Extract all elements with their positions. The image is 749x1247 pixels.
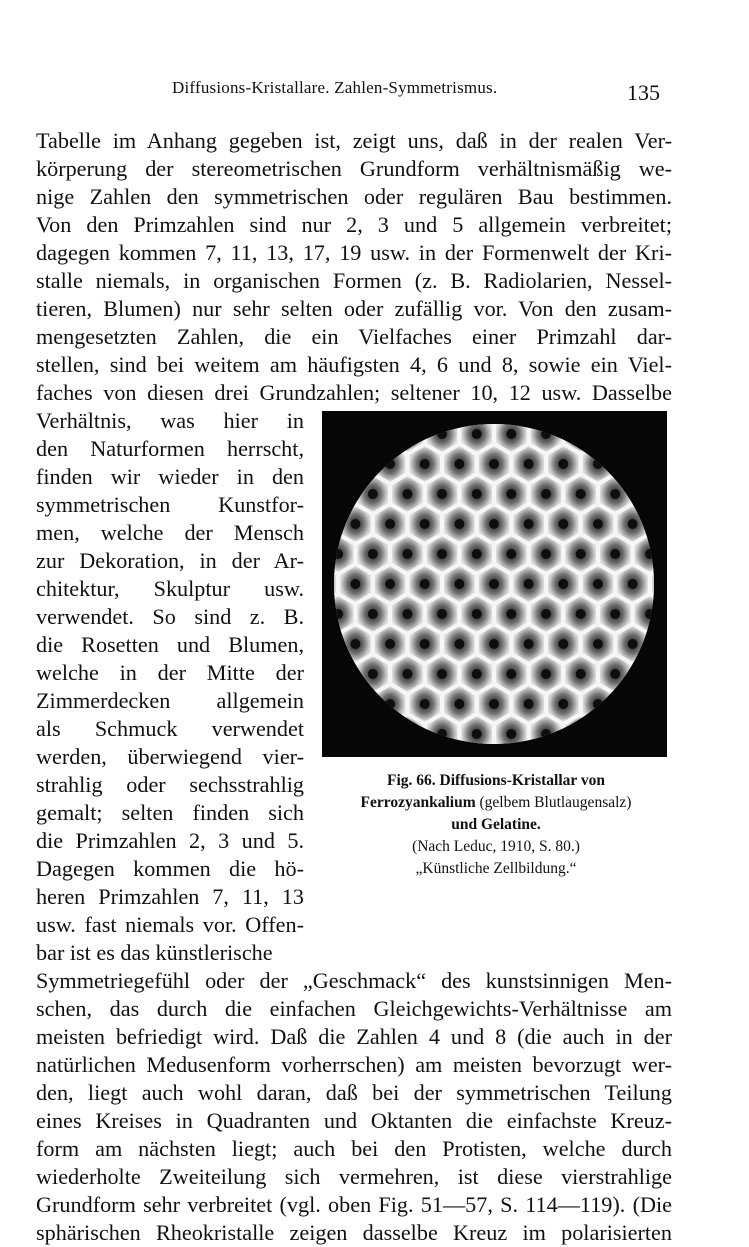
cell-nucleus — [368, 489, 378, 499]
cell-nucleus — [628, 639, 638, 649]
text-line: die Rosetten und Blumen, — [36, 632, 304, 657]
cell-nucleus — [385, 639, 395, 649]
text-line: den Naturformen herrscht, — [36, 436, 304, 461]
text-line: Symmetriegefühl oder der „Geschmack“ des kunstsinnigen Men- — [36, 968, 672, 993]
caption-source: (Nach Leduc, 1910, S. 80.) — [412, 838, 580, 855]
cell-nucleus — [368, 609, 378, 619]
cell-nucleus — [506, 429, 516, 439]
text-line: Dagegen kommen die hö- — [36, 856, 304, 881]
caption-line: und Gelatine. — [451, 816, 541, 833]
cell-nucleus — [506, 609, 516, 619]
cell-nucleus — [610, 549, 620, 559]
cell-nucleus — [558, 579, 568, 589]
text-line: Tabelle im Anhang gegeben ist, zeigt uns, daß in der realen Ver- — [36, 128, 672, 153]
text-line: welche in der Mitte der — [36, 660, 304, 685]
cell-nucleus — [576, 669, 586, 679]
text-line: Grundform sehr verbreitet (vgl. oben Fig. 51—57, S. 114—119). (Die — [36, 1192, 672, 1217]
cell-nucleus — [506, 489, 516, 499]
cell-nucleus — [541, 669, 551, 679]
cell-nucleus — [472, 429, 482, 439]
text-line: nige Zahlen den symmetrischen oder regulären Bau bestimmen. — [36, 184, 672, 209]
text-line: schen, das durch die einfachen Gleichgewichts-Verhältnisse am — [36, 996, 672, 1021]
cell-nucleus — [402, 489, 412, 499]
cell-nucleus — [558, 519, 568, 529]
cell-nucleus — [420, 579, 430, 589]
cell-nucleus — [472, 489, 482, 499]
cell-nucleus — [524, 519, 534, 529]
cell-nucleus — [610, 609, 620, 619]
text-line: die Primzahlen 2, 3 und 5. — [36, 828, 304, 853]
cell-nucleus — [489, 639, 499, 649]
cell-nucleus — [541, 609, 551, 619]
cell-nucleus — [628, 579, 638, 589]
text-line: sphärischen Rheokristalle zeigen dasselbe Kreuz im polarisierten — [36, 1220, 672, 1245]
caption-title: Fig. 66. Diffusions-Kristallar von — [386, 772, 605, 789]
caption-line — [320, 792, 672, 814]
cell-nucleus — [420, 699, 430, 709]
cell-nucleus — [350, 579, 360, 589]
cell-nucleus — [402, 669, 412, 679]
cell-nucleus — [558, 639, 568, 649]
text-line: tieren, Blumen) nur sehr selten oder zufällig vor. Von den zusam- — [36, 296, 672, 321]
text-line: den, liegt auch wohl daran, daß bei der symmetrischen Teilung — [36, 1080, 672, 1105]
cell-nucleus — [420, 519, 430, 529]
cell-nucleus — [558, 699, 568, 709]
text-line: finden wir wieder in den — [36, 464, 304, 489]
cell-nucleus — [576, 489, 586, 499]
caption-quote: „Künstliche Zellbildung.“ — [415, 860, 577, 877]
cell-nucleus — [472, 549, 482, 559]
cell-nucleus — [472, 729, 482, 739]
text-line: gemalt; selten finden sich — [36, 800, 304, 825]
text-line: zur Dekoration, in der Ar- — [36, 548, 304, 573]
cell-nucleus — [489, 699, 499, 709]
text-line: als Schmuck verwendet — [36, 716, 304, 741]
text-line: strahlig oder sechsstrahlig — [36, 772, 304, 797]
text-line: stellen, sind bei weitem am häufigsten 4, 6 und 8, sowie ein Viel- — [36, 352, 672, 377]
text-line: faches von diesen drei Grundzahlen; seltener 10, 12 usw. Dasselbe — [36, 380, 672, 405]
cell-nucleus — [524, 579, 534, 589]
text-line: heren Primzahlen 7, 11, 13 — [36, 884, 304, 909]
text-line: men, welche der Mensch — [36, 520, 304, 545]
cell-nucleus — [454, 519, 464, 529]
cell-nucleus — [593, 639, 603, 649]
cell-nucleus — [420, 459, 430, 469]
cell-nucleus — [610, 489, 620, 499]
cell-nucleus — [593, 579, 603, 589]
cell-nucleus — [454, 699, 464, 709]
cell-nucleus — [541, 489, 551, 499]
cell-nucleus — [524, 639, 534, 649]
cell-nucleus — [350, 519, 360, 529]
cell-nucleus — [576, 549, 586, 559]
cell-nucleus — [558, 459, 568, 469]
cell-pattern-illustration — [322, 411, 667, 757]
text-line: stalle niemals, in organischen Formen (z. B. Radiolarien, Nessel- — [36, 268, 672, 293]
text-line: natürlichen Medusenform vorherrschen) am meisten bevorzugt wer- — [36, 1052, 672, 1077]
text-line: usw. fast niemals vor. Offen- — [36, 912, 304, 937]
cell-nucleus — [489, 579, 499, 589]
cell-nucleus — [524, 699, 534, 709]
text-line: Verhältnis, was hier in — [36, 408, 304, 433]
cell-nucleus — [593, 519, 603, 529]
cell-nucleus — [454, 579, 464, 589]
text-line: wiederholte Zweiteilung sich vermehren, ist diese vierstrahlige — [36, 1164, 672, 1189]
cell-nucleus — [454, 459, 464, 469]
cell-nucleus — [506, 549, 516, 559]
cell-nucleus — [437, 549, 447, 559]
text-line: verwendet. So sind z. B. — [36, 604, 304, 629]
cell-nucleus — [628, 519, 638, 529]
cell-nucleus — [472, 609, 482, 619]
cell-nucleus — [385, 519, 395, 529]
caption-substance: Ferrozyankalium — [360, 794, 476, 811]
cell-nucleus — [437, 609, 447, 619]
cell-nucleus — [610, 669, 620, 679]
text-line: Zimmerdecken allgemein — [36, 688, 304, 713]
text-line: form am nächsten liegt; auch bei den Protisten, welche durch — [36, 1136, 672, 1161]
cell-nucleus — [350, 639, 360, 649]
cell-nucleus — [437, 669, 447, 679]
text-line: bar ist es das künstlerische — [36, 940, 273, 965]
cell-nucleus — [524, 459, 534, 469]
cell-nucleus — [420, 639, 430, 649]
cell-nucleus — [402, 549, 412, 559]
text-line: körperung der stereometrischen Grundform verhältnismäßig we- — [36, 156, 672, 181]
cell-nucleus — [454, 639, 464, 649]
cell-nucleus — [506, 729, 516, 739]
cell-nucleus — [489, 459, 499, 469]
text-line: Von den Primzahlen sind nur 2, 3 und 5 allgemein verbreitet; — [36, 212, 672, 237]
cell-nucleus — [506, 669, 516, 679]
running-title: Diffusions-Kristallare. Zahlen-Symmetrismus. — [172, 78, 498, 97]
cell-nucleus — [576, 609, 586, 619]
text-line: mengesetzten Zahlen, die ein Vielfaches einer Primzahl dar- — [36, 324, 672, 349]
text-line: meisten befriedigt wird. Daß die Zahlen 4 und 8 (die auch in der — [36, 1024, 672, 1049]
text-line: eines Kreises in Quadranten und Oktanten die einfachste Kreuz- — [36, 1108, 672, 1133]
caption-substance-note: (gelbem Blutlaugensalz) — [475, 794, 632, 811]
text-line: dagegen kommen 7, 11, 13, 17, 19 usw. in der Formenwelt der Kri- — [36, 240, 672, 265]
page-number: 135 — [627, 80, 660, 105]
cell-nucleus — [472, 669, 482, 679]
cell-nucleus — [368, 549, 378, 559]
cell-nucleus — [368, 669, 378, 679]
cell-nucleus — [541, 549, 551, 559]
cell-nucleus — [437, 489, 447, 499]
cell-nucleus — [402, 609, 412, 619]
cell-nucleus — [385, 579, 395, 589]
figure-caption — [320, 770, 672, 880]
text-line: chitektur, Skulptur usw. — [36, 576, 304, 601]
cell-nucleus — [489, 519, 499, 529]
figure-photo — [322, 411, 667, 757]
text-line: symmetrischen Kunstfor- — [36, 492, 304, 517]
text-line: werden, überwiegend vier- — [36, 744, 304, 769]
